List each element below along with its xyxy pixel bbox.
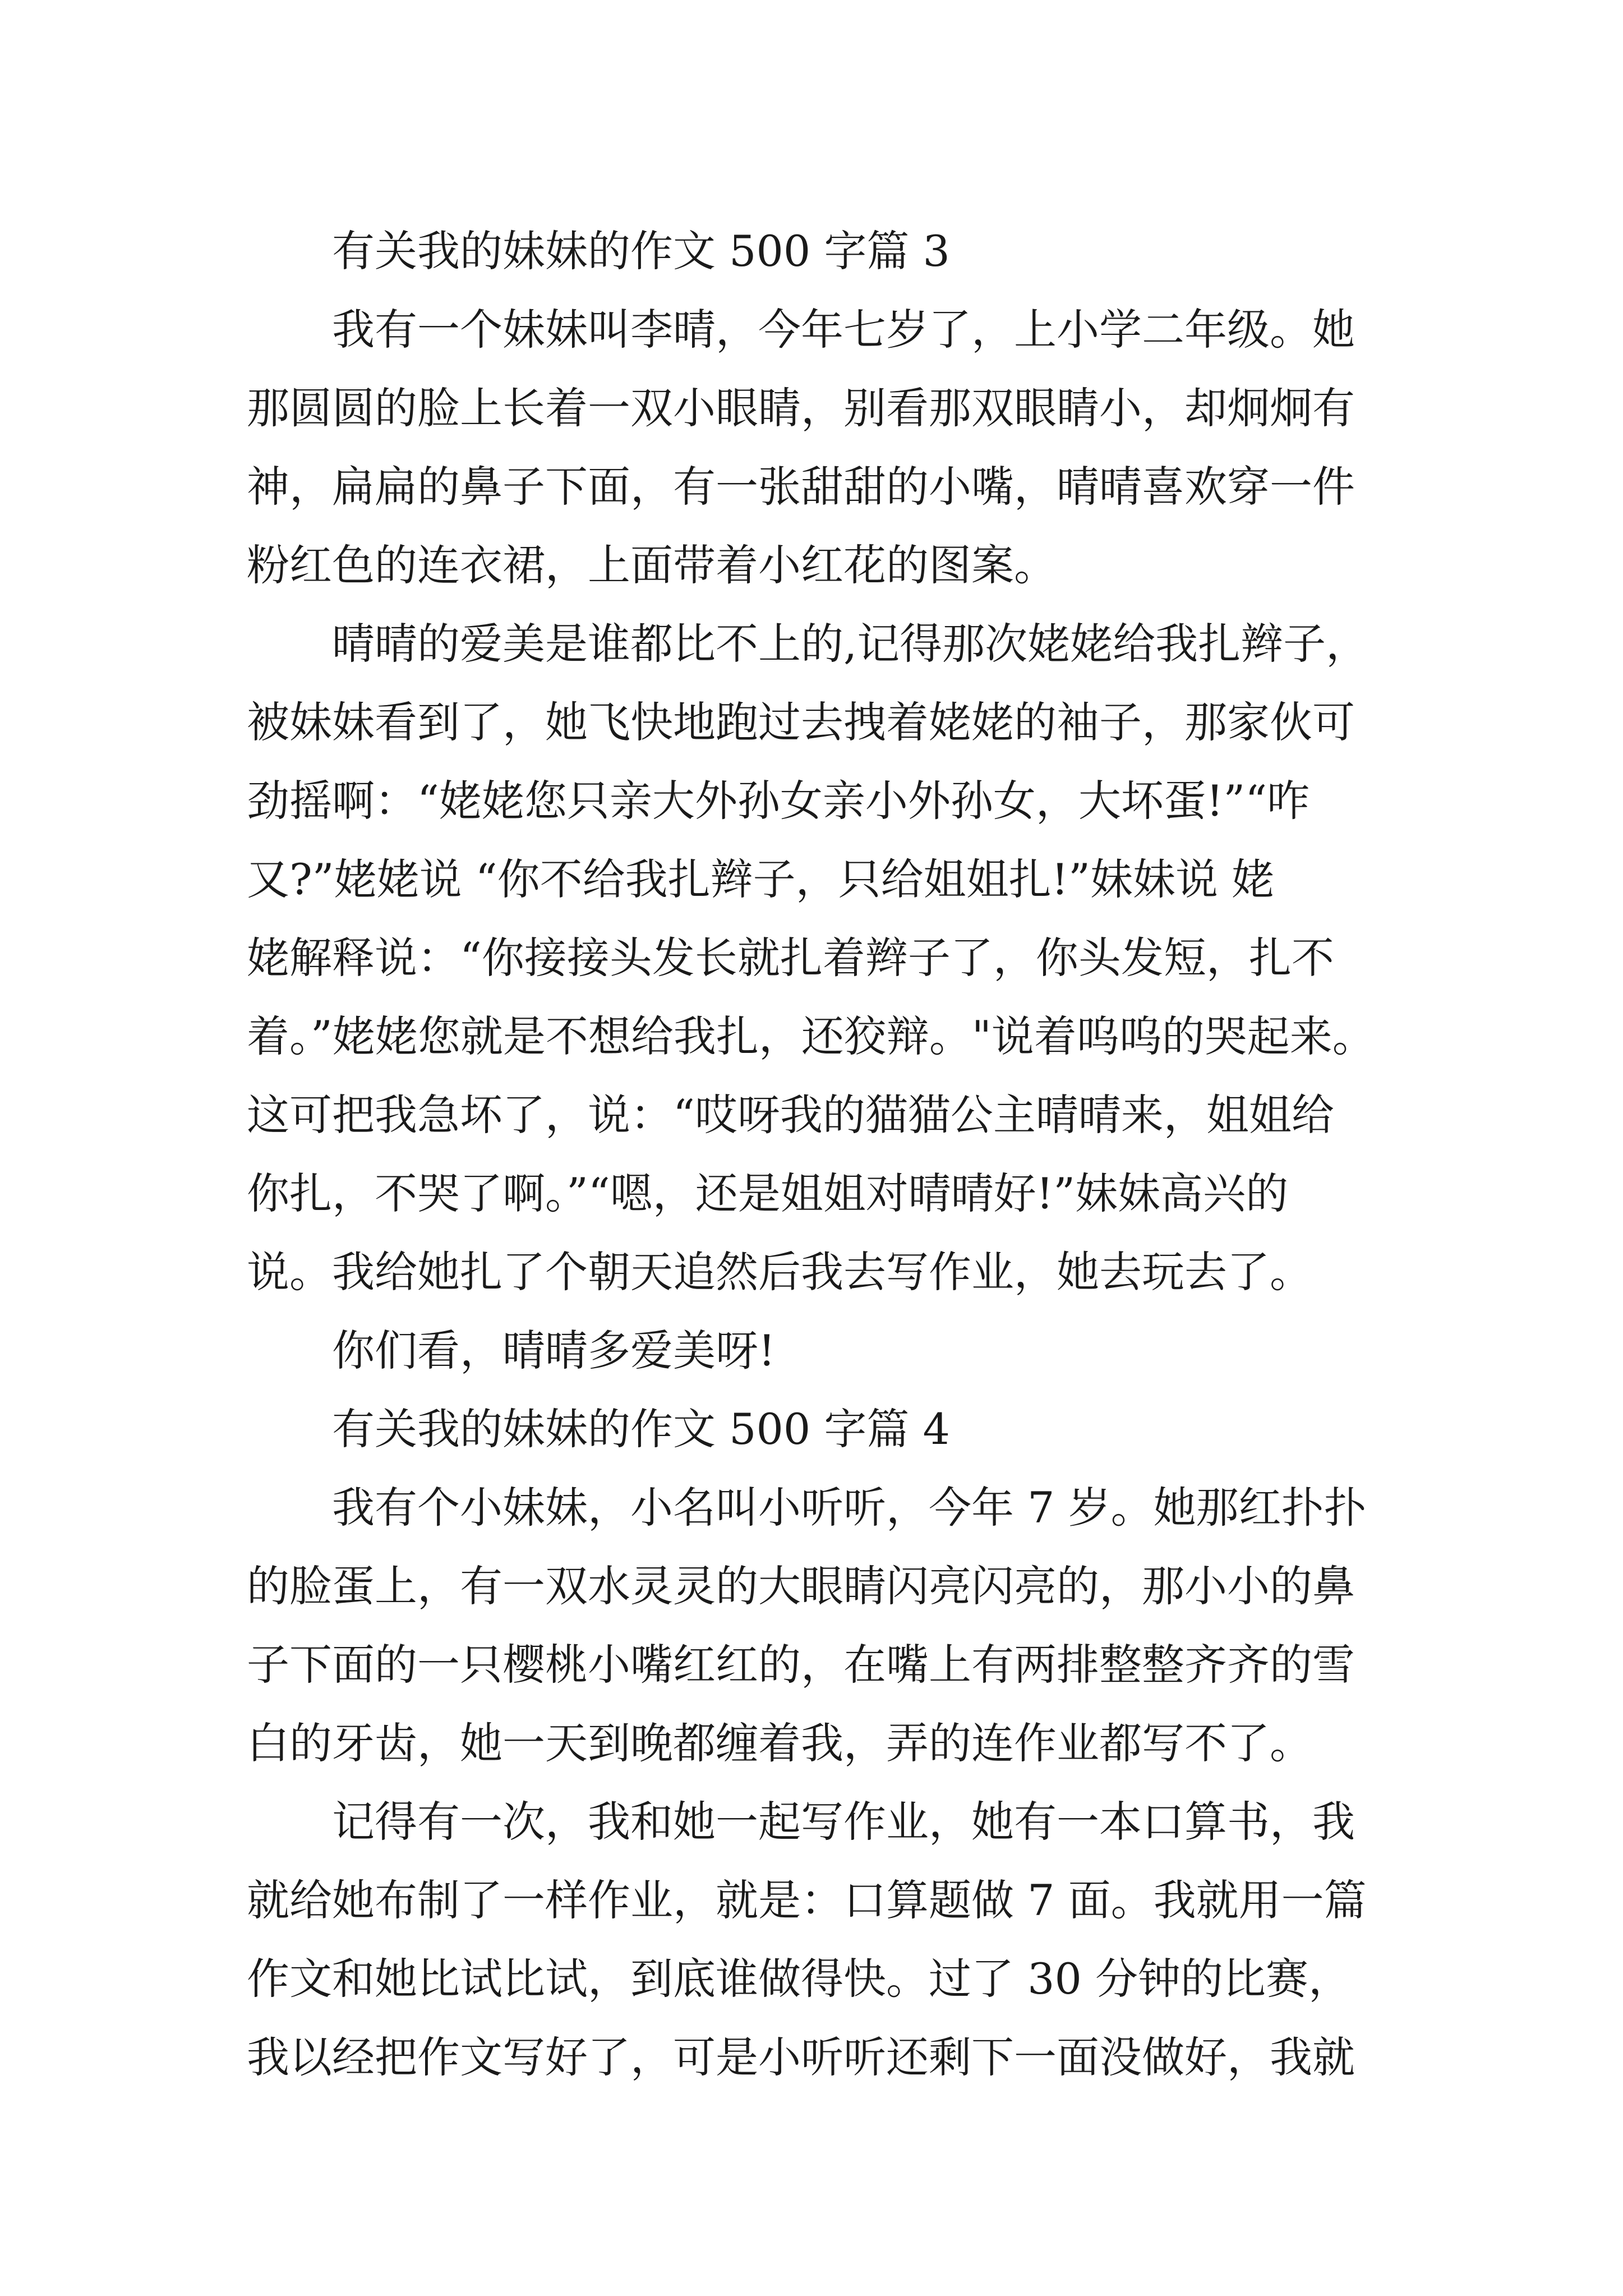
paragraph-line: 子下面的一只樱桃小嘴红红的，在嘴上有两排整整齐齐的雪 [247,1640,1355,1690]
section-title: 有关我的妹妹的作文 500 字篇 4 [332,1404,950,1454]
paragraph-line: 那圆圆的脸上长着一双小眼睛，别看那双眼睛小，却炯炯有 [247,383,1355,433]
paragraph-line: 你们看，晴晴多爱美呀! [332,1326,776,1375]
paragraph-line: 就给她布制了一样作业，就是：口算题做 7 面。我就用一篇 [247,1875,1367,1925]
paragraph-line: 着。”姥姥您就是不想给我扎，还狡辩。"说着呜呜的哭起来。 [247,1011,1375,1061]
paragraph-line: 这可把我急坏了，说：“哎呀我的猫猫公主晴晴来，姐姐给 [247,1090,1334,1140]
paragraph-line: 白的牙齿，她一天到晚都缠着我，弄的连作业都写不了。 [247,1718,1312,1768]
paragraph-line: 粉红色的连衣裙，上面带着小红花的图案。 [247,540,1057,590]
paragraph-line: 我有一个妹妹叫李晴，今年七岁了，上小学二年级。她 [332,305,1355,355]
paragraph-line: 记得有一次，我和她一起写作业，她有一本口算书，我 [332,1797,1355,1847]
paragraph-line: 作文和她比试比试，到底谁做得快。过了 30 分钟的比赛， [247,1954,1352,2004]
paragraph-line: 又?”姥姥说 “你不给我扎辫子，只给姐姐扎!”妹妹说 姥 [247,854,1275,904]
essay-text [247,212,1380,2097]
paragraph-line: 姥解释说：“你接接头发长就扎着辫子了，你头发短，扎不 [247,933,1334,983]
paragraph-line: 劲摇啊：“姥姥您只亲大外孙女亲小外孙女，大坏蛋!”“咋 [247,776,1310,826]
paragraph-line: 神，扁扁的鼻子下面，有一张甜甜的小嘴，晴晴喜欢穿一件 [247,462,1355,512]
paragraph-line: 被妹妹看到了，她飞快地跑过去拽着姥姥的袖子，那家伙可 [247,697,1355,747]
paragraph-line: 我有个小妹妹，小名叫小听听，今年 7 岁。她那红扑扑 [332,1483,1367,1533]
paragraph-line: 说。我给她扎了个朝天追然后我去写作业，她去玩去了。 [247,1247,1312,1297]
paragraph-line: 我以经把作文写好了，可是小听听还剩下一面没做好，我就 [247,2032,1355,2082]
paragraph-line: 的脸蛋上，有一双水灵灵的大眼睛闪亮闪亮的，那小小的鼻 [247,1561,1355,1611]
paragraph-line: 你扎，不哭了啊。”“嗯，还是姐姐对晴晴好!”妹妹高兴的 [247,1168,1289,1218]
paragraph-line: 晴晴的爱美是谁都比不上的,记得那次姥姥给我扎辫子， [332,619,1369,669]
section-title: 有关我的妹妹的作文 500 字篇 3 [332,226,950,276]
